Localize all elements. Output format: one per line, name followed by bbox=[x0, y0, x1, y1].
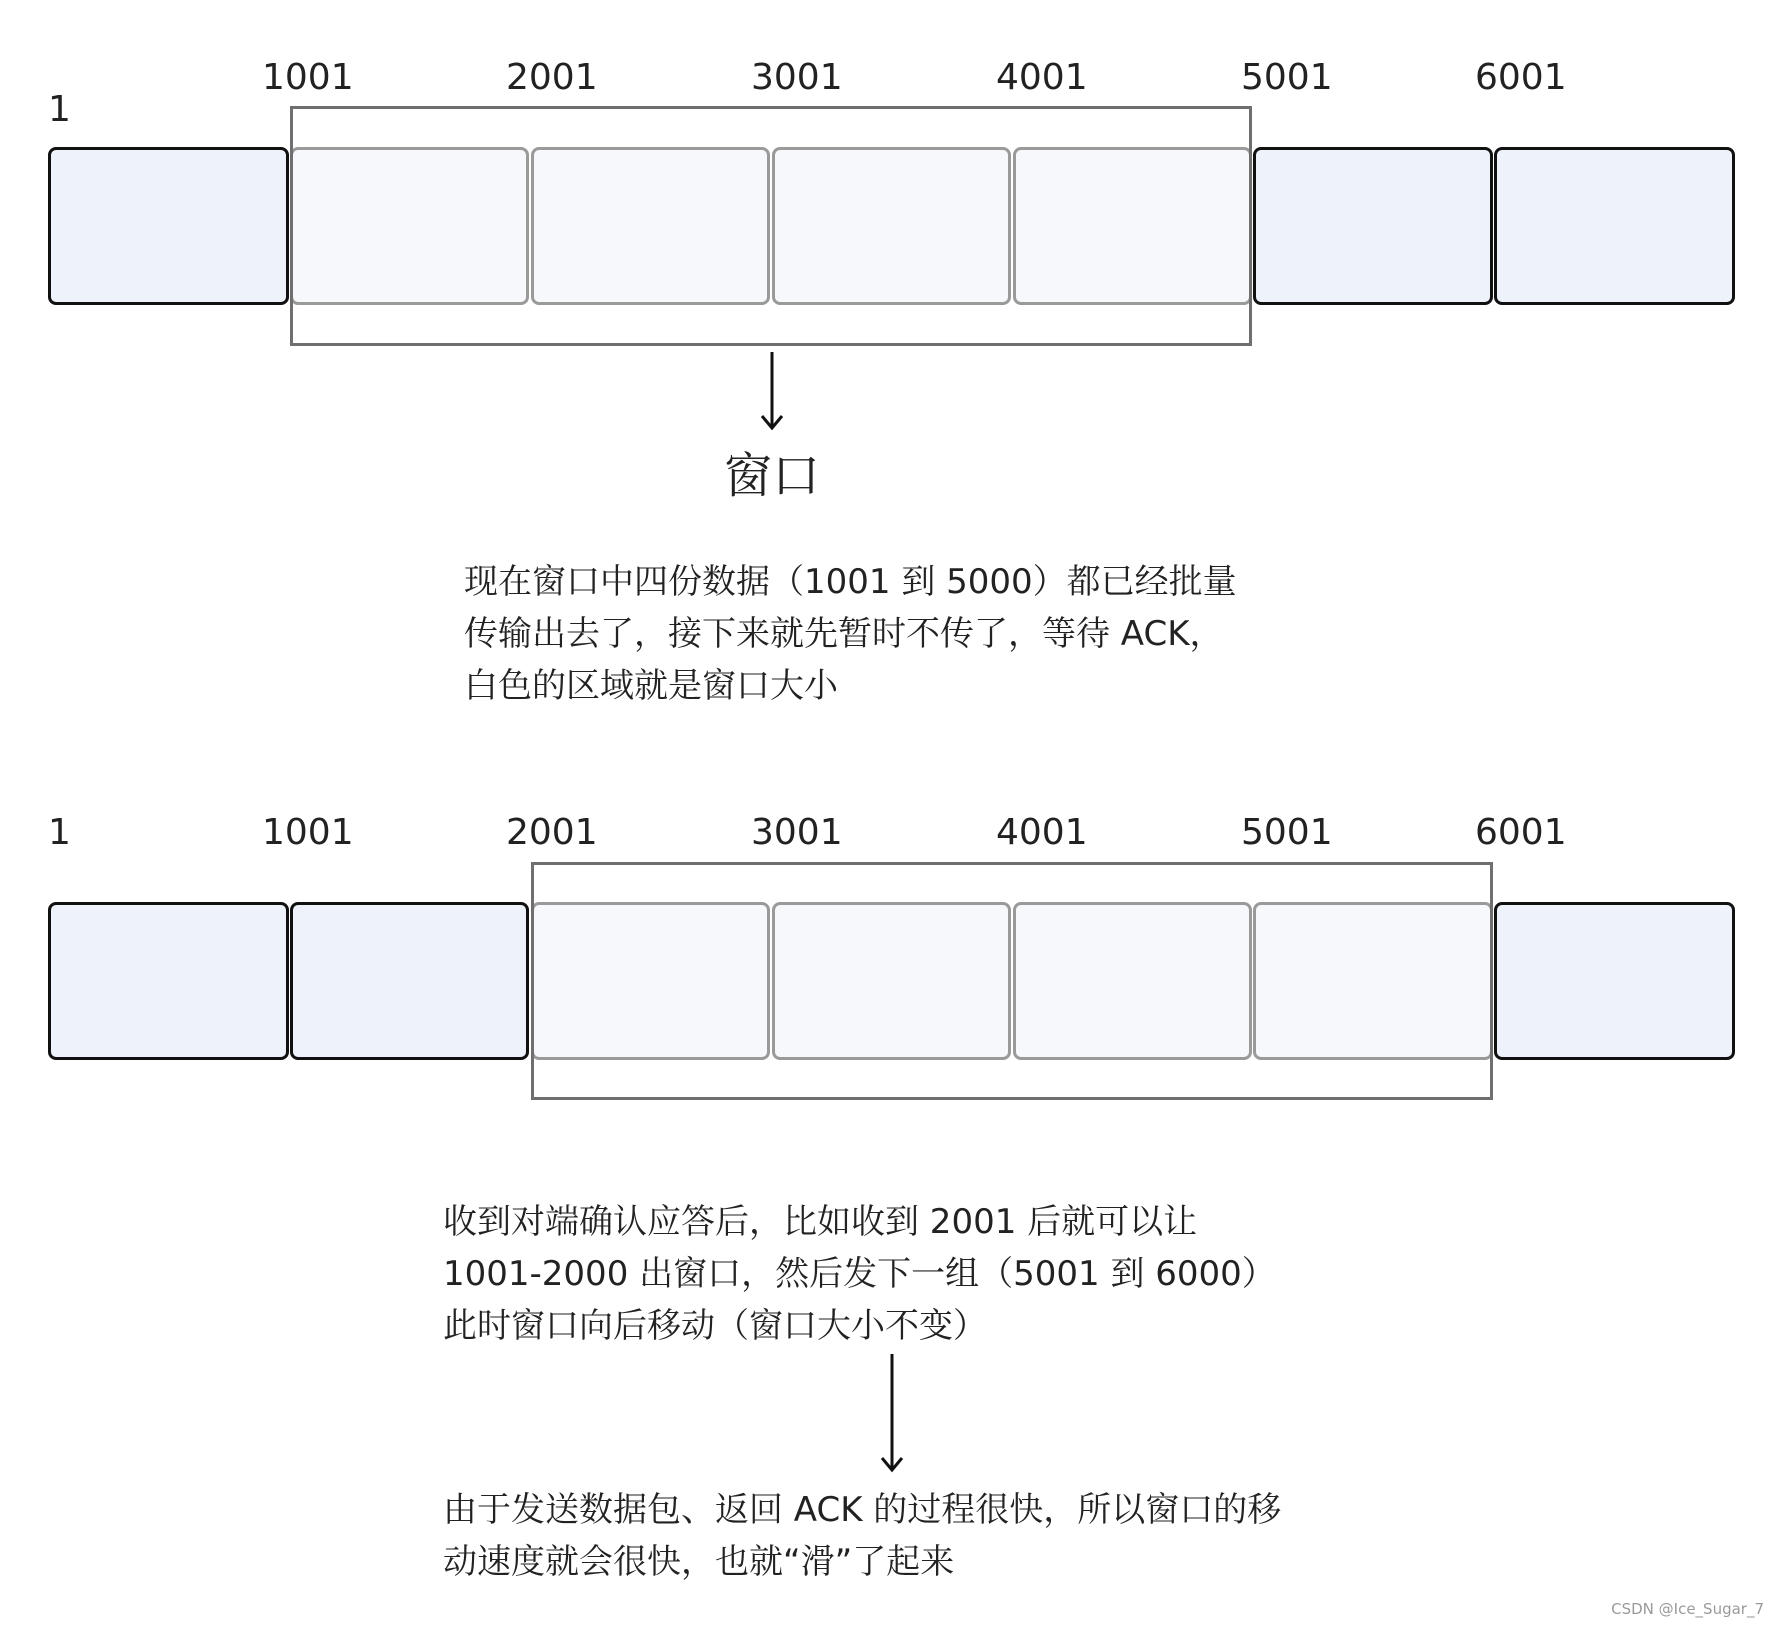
top-tick-5001: 5001 bbox=[1241, 57, 1333, 98]
bottom-segment-1 bbox=[48, 902, 289, 1060]
top-tick-6001: 6001 bbox=[1475, 57, 1567, 98]
bottom-segment-1001 bbox=[290, 902, 529, 1060]
top-window-frame bbox=[290, 106, 1252, 346]
top-segment-6001 bbox=[1494, 147, 1735, 305]
bottom-tick-5001: 5001 bbox=[1241, 812, 1333, 853]
bottom-tick-4001: 4001 bbox=[996, 812, 1088, 853]
bottom-tick-3001: 3001 bbox=[751, 812, 843, 853]
top-tick-1001: 1001 bbox=[262, 57, 354, 98]
top-segment-5001 bbox=[1253, 147, 1493, 305]
conclusion-line-1: 由于发送数据包、返回 ACK 的过程很快，所以窗口的移 bbox=[443, 1490, 1282, 1530]
bottom-caption bbox=[443, 1196, 1276, 1352]
bottom-tick-2001: 2001 bbox=[506, 812, 598, 853]
window-label: 窗口 bbox=[724, 448, 821, 504]
bottom-caption-line-2: 1001-2000 出窗口，然后发下一组（5001 到 6000） bbox=[443, 1254, 1276, 1294]
bottom-tick-1: 1 bbox=[48, 812, 71, 853]
top-caption-line-2: 传输出去了，接下来就先暂时不传了，等待 ACK， bbox=[464, 614, 1224, 654]
top-caption bbox=[464, 556, 1237, 712]
top-down-arrow-icon bbox=[760, 352, 784, 432]
top-tick-2001: 2001 bbox=[506, 57, 598, 98]
top-tick-3001: 3001 bbox=[751, 57, 843, 98]
bottom-tick-1001: 1001 bbox=[262, 812, 354, 853]
watermark: CSDN @Ice_Sugar_7 bbox=[1611, 1600, 1764, 1618]
bottom-down-arrow-icon bbox=[880, 1354, 904, 1474]
bottom-caption-line-3: 此时窗口向后移动（窗口大小不变） bbox=[443, 1306, 987, 1346]
top-segment-1 bbox=[48, 147, 289, 305]
bottom-caption-line-1: 收到对端确认应答后，比如收到 2001 后就可以让 bbox=[443, 1202, 1198, 1242]
top-tick-1: 1 bbox=[48, 89, 71, 130]
conclusion-line-2: 动速度就会很快，也就“滑”了起来 bbox=[443, 1542, 955, 1582]
bottom-segment-6001 bbox=[1494, 902, 1735, 1060]
bottom-window-frame bbox=[531, 862, 1493, 1100]
conclusion-caption bbox=[443, 1484, 1281, 1588]
top-caption-line-1: 现在窗口中四份数据（1001 到 5000）都已经批量 bbox=[464, 562, 1237, 602]
top-tick-4001: 4001 bbox=[996, 57, 1088, 98]
bottom-tick-6001: 6001 bbox=[1475, 812, 1567, 853]
top-caption-line-3: 白色的区域就是窗口大小 bbox=[464, 666, 838, 706]
